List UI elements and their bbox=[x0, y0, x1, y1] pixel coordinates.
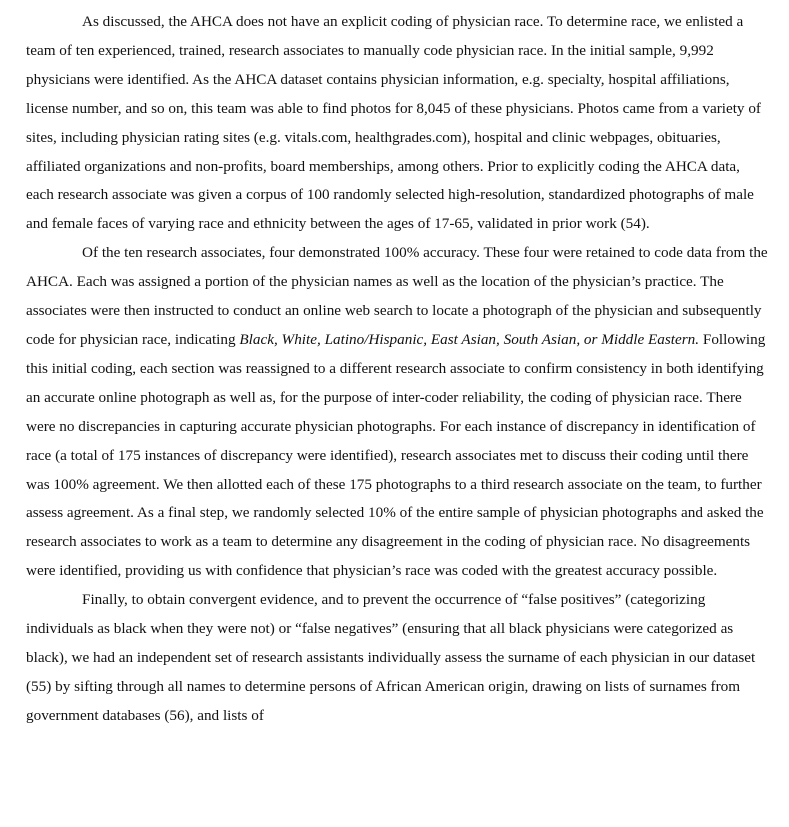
race-categories-italic: Black, White, Latino/Hispanic, East Asian, South Asian, or Middle Eastern. bbox=[239, 330, 700, 348]
paragraph-convergent-evidence: Finally, to obtain convergent evidence, and to prevent the occurrence of “false positives” (categorizing individuals as black when they were not) or “false negatives” (ensuring that all black physicians were categorized as black), we had an independent set of research assistants individually assess the surname of each physician in our dataset (55) by sifting through all names to determine persons of African American origin, drawing on lists of surnames from government databases (56), and lists of bbox=[26, 591, 756, 724]
paragraph-accuracy-reliability bbox=[26, 239, 771, 586]
paragraph-text-after-italic: Following this initial coding, each section was reassigned to a different research associate to confirm consistency in both identifying an accurate online photograph as well as, for the purpose of inter-coder reliability, the coding of physician race. There were no discrepancies in capturing accurate physician photographs. For each instance of discrepancy in identification of race (a total of 175 instances of discrepancy were identified), research associates met to discuss their coding until there was 100% agreement. We then allotted each of these 175 photographs to a third research associate on the team, to further assess agreement. As a final step, we randomly selected 10% of the entire sample of physician photographs and asked the research associates to work as a team to determine any disagreement in the coding of physician race. No disagreements were identified, providing us with confidence that physician’s race was coded with the greatest accuracy possible. bbox=[26, 330, 766, 580]
paragraph-text-before-italic: Of the ten research associates, four demonstrated 100% accuracy. These four were retained to code data from the AHCA. Each was assigned a portion of the physician names as well as the location of the physician’s practice. The associates were then instructed to conduct an online web search to locate a photograph of the physician and subsequently code for physician race, indicating bbox=[26, 244, 768, 348]
document-body bbox=[26, 8, 771, 731]
paragraph-race-coding-method: As discussed, the AHCA does not have an explicit coding of physician race. To determine race, we enlisted a team of ten experienced, trained, research associates to manually code physician race. In the initial sample, 9,992 physicians were identified. As the AHCA dataset contains physician information, e.g. specialty, hospital affiliations, license number, and so on, this team was able to find photos for 8,045 of these physicians. Photos came from a variety of sites, including physician rating sites (e.g. vitals.com, healthgrades.com), hospital and clinic webpages, obituaries, affiliated organizations and non-profits, board memberships, among others. Prior to explicitly coding the AHCA data, each research associate was given a corpus of 100 randomly selected high-resolution, standardized photographs of male and female faces of varying race and ethnicity between the ages of 17-65, validated in prior work (54). bbox=[26, 13, 761, 233]
